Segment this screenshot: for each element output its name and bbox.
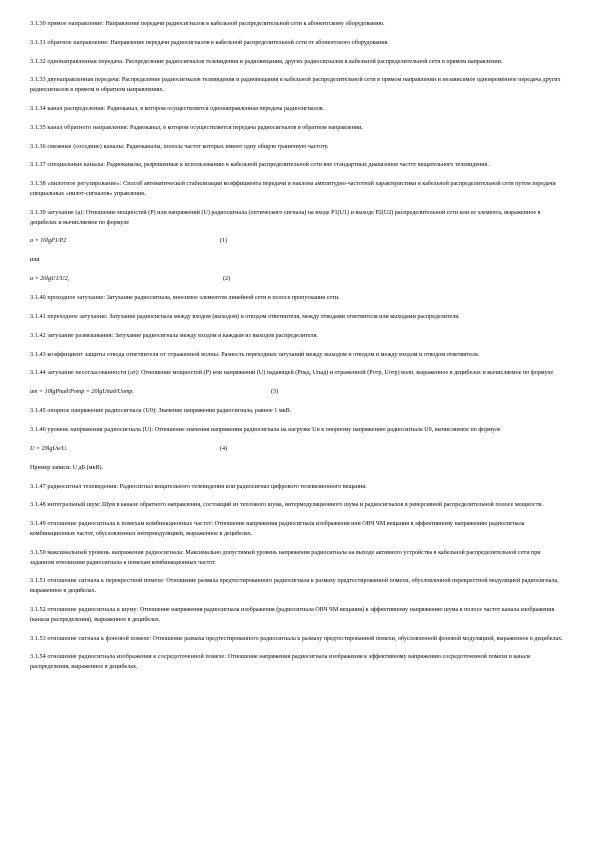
definition-3-1-46 [30,426,565,436]
clause-number: 3.1.35 [30,124,46,131]
clause-term: опорное напряжение радиосигнала (U0): [47,408,157,415]
clause-number: 3.1.49 [30,521,46,528]
clause-number: 3.1.43 [30,351,46,358]
definition-3-1-32 [30,58,565,68]
clause-number: 3.1.30 [30,21,46,27]
definition-3-1-49 [30,520,565,540]
clause-text: Отношение мощностей (P) или напряжений (U) падающей (Pпад, Uпад) и отраженной (Pотр, Uотр) волн, выраженное в децибелах и вычисляемое по формуле [141,370,554,377]
clause-term: уровень напряжения радиосигнала (U): [47,426,154,433]
definition-3-1-50 [30,549,565,569]
definition-3-1-53 [30,635,565,645]
clause-text: Отношение размаха предтестированного радиосигнала к размаху предтестированной помехи, обусловленной перекрестной модуляцией радиосигнала, выраженное в децибелах. [30,578,559,595]
clause-text: Распределение радиосигналов телевидения и радиовещания, других радиосигналов в кабельной распределительной сети в прямом направлении. [125,58,503,65]
formula-3 [30,388,565,398]
clause-text: Отношение значения напряжения радиосигнала на нагрузке Uн к опорному напряжению радиосигнала U0, вычисляемое по формуле [154,426,501,433]
clause-number: 3.1.36 [30,143,46,150]
clause-number: 3.1.52 [30,606,46,613]
clause-text: Отношение напряжения радиосигнала изображения к эффективному напряжению сосредоточенной помехи в канале распределения, выраженное в децибелах. [30,654,531,671]
definition-3-1-40 [30,294,565,304]
clause-text: Радиосигнал вещательного телевидения или радиосигнал цифрового телевизионного вещания. [119,483,367,490]
clause-text: Направление передачи радиосигналов в кабельной распределительной сети к абонентскому оборудованию. [105,21,385,27]
clause-term: «пилотное регулирование»: [47,181,122,188]
clause-number: 3.1.51 [30,578,46,585]
definition-3-1-51 [30,577,565,597]
definition-3-1-54 [30,653,565,673]
definition-3-1-48 [30,501,565,511]
definition-3-1-30 [30,20,565,30]
formula-number: (4) [220,445,228,452]
clause-number: 3.1.45 [30,408,46,415]
clause-text: Радиоканал, в котором осуществляется передача радиосигналов в обратном направлении. [129,124,363,131]
definition-3-1-37 [30,161,565,171]
clause-number: 3.1.48 [30,502,46,509]
clause-term: специальные каналы: [47,162,106,169]
clause-text: Затухание радиосигнала между входом и каждым из выходов распределителя. [115,332,318,339]
definition-3-1-52 [30,606,565,626]
clause-number: 3.1.38 [30,181,46,188]
clause-text: Отношение напряжения радиосигнала изображения (радиосигнала ОВЧ ЧМ вещания) к эффективному напряжению шума в полосе частот канала изображения (канала распределения), выраженное в децибелах. [30,606,555,623]
clause-text: Радиоканалы, полосы частот которых имеют одну общую граничную частоту. [126,143,329,150]
clause-number: 3.1.50 [30,549,46,556]
definition-3-1-41 [30,313,565,323]
clause-text: Отношение напряжения радиосигнала изображения или ОВЧ ЧМ вещания к эффективному напряжению радиосигнала комбинационных частот, обусловленных интермодуляцией, выраженное в децибелах. [30,521,525,537]
clause-text: Направление передачи радиосигналов в кабельной распределительной сети от абонентского оборудования. [110,39,389,46]
clause-number: 3.1.39 [30,209,46,216]
clause-text: Распределение радиосигналов телевидения и радиовещания в кабельной распределительной сети в прямом направлении и независимое одновременное передача других радиосигналов в прямом и обратном направлениях. [30,77,561,94]
formula-number: (1) [220,238,228,245]
formula-expression: U = 20lgUн/U. [30,445,68,452]
formula-4 [30,445,565,455]
clause-term: затухание (а): [47,209,85,216]
clause-term: коэффициент защиты отвода ответвителя от отраженной волны: [47,351,220,358]
clause-term: проходное затухание: [47,295,106,302]
definition-3-1-39 [30,209,565,229]
clause-number: 3.1.33 [30,77,46,84]
clause-text: Отношение мощностей (P) или напряжений (U) радиосигнала (оптического сигнала) на входе P1(U1) и выходе P2(U2) распределительной сети или ее элемента, выраженное в децибелах и вычисляемое по формуле [30,209,541,226]
clause-text: Отношение размаха предтестированного радиосигнала к размаху предтестированной помехи, обусловленной фоновой модуляцией, выраженное в децибелах. [152,635,563,642]
clause-number: 3.1.41 [30,313,46,320]
clause-text: Затухание радиосигнала между входом (выходом) и отводом ответвителя, между отводами ответвителя или выходами распределителя. [109,313,460,320]
clause-term: отношение радиосигнала изображения к сосредоточенной помехе: [47,654,227,661]
conjunction-text: или [30,257,40,264]
clause-text: Радиоканал, в котором осуществляется однонаправленная передача радиосигналов. [107,105,325,112]
clause-number: 3.1.46 [30,426,46,433]
clause-number: 3.1.53 [30,635,46,642]
clause-term: затухание несогласованности (ат): [47,370,140,377]
clause-term: максимальный уровень напряжения радиосигнала: [47,549,184,556]
clause-number: 3.1.31 [30,39,46,46]
formula-expression: aт = 10lgPпад/Pотр = 20lgUпад/Uотр. [30,389,134,396]
clause-text: Затухание радиосигнала, вносимое элементом линейной сети в полосе пропускания сети. [106,295,340,302]
definition-3-1-38 [30,180,565,200]
clause-term: канал обратного направления: [47,124,129,131]
formula-number: (3) [271,389,279,396]
clause-term: прямое направление: [47,21,104,27]
clause-text: Способ автоматической стабилизации коэффициента передачи и наклона амплитудно-частотной характеристики в кабельной распределительной сети путем передачи специальных «пилот-сигналов» управления. [30,181,556,197]
clause-text: Значение напряжения радиосигнала, равное 1 мкВ. [158,408,292,415]
clause-term: отношение сигнала к фоновой помехе: [47,635,152,642]
clause-term: радиосигнал телевидения: [47,483,119,490]
clause-term: смежные (соседние) каналы: [47,143,125,150]
definition-3-1-45 [30,407,565,417]
definition-3-1-47 [30,483,565,493]
definition-3-1-33 [30,76,565,96]
definition-3-1-31 [30,39,565,49]
clause-text: Максимально допустимый уровень напряжения радиосигнала на выходе активного устройства в кабельной распределительной сети при заданном отношении радиосигнала к помехам комбинационных частот. [30,549,541,566]
definition-3-1-34 [30,105,565,115]
formula-1 [30,237,565,247]
definition-3-1-43 [30,351,565,361]
clause-term: интегральный шум: [47,502,101,509]
clause-number: 3.1.47 [30,483,46,490]
formula-expression: a = 10lgP1/P2 [30,238,67,245]
definition-3-1-44 [30,369,565,379]
clause-number: 3.1.40 [30,295,46,302]
formula-number: (2) [223,276,231,283]
clause-number: 3.1.54 [30,654,46,661]
formula-expression: a = 20lgU1/U2, [30,276,70,283]
clause-number: 3.1.32 [30,58,46,65]
clause-number: 3.1.34 [30,105,46,112]
clause-term: двунаправленная передача: [47,77,121,84]
example-note: Пример записи: U дБ (мкВ). [30,464,104,471]
definition-3-1-42 [30,332,565,342]
clause-number: 3.1.44 [30,370,46,377]
clause-term: затухание развязывания: [47,332,114,339]
clause-text: Разность переходных затуханий между выходом и отводом и между входом и отводом ответвителя. [221,351,480,358]
clause-text: Радиоканалы, разрешенные к использованию в кабельной распределительной сети вне стандартных диапазонов частот вещательного телевидения. [106,162,489,169]
clause-term: отношение сигнала к перекрестной помехе: [47,578,165,585]
clause-text: Шум в канале обратного направления, состоящий из теплового шума, интермодуляционного шума и радиосигналов в реверсивной распределительной полосе мощности. [101,502,544,509]
clause-term: обратное направление: [47,39,109,46]
clause-term: отношение радиосигнала к шуму: [47,606,139,613]
clause-number: 3.1.42 [30,332,46,339]
clause-number: 3.1.37 [30,162,46,169]
clause-term: отношение радиосигнала к помехам комбинационных частот: [47,521,214,528]
definition-3-1-36 [30,143,565,153]
clause-term: канал распределения: [47,105,106,112]
clause-term: однонаправленная передача: [47,58,124,65]
clause-term: переходное затухание: [47,313,108,320]
definition-3-1-35 [30,124,565,134]
formula-2 [30,275,565,285]
